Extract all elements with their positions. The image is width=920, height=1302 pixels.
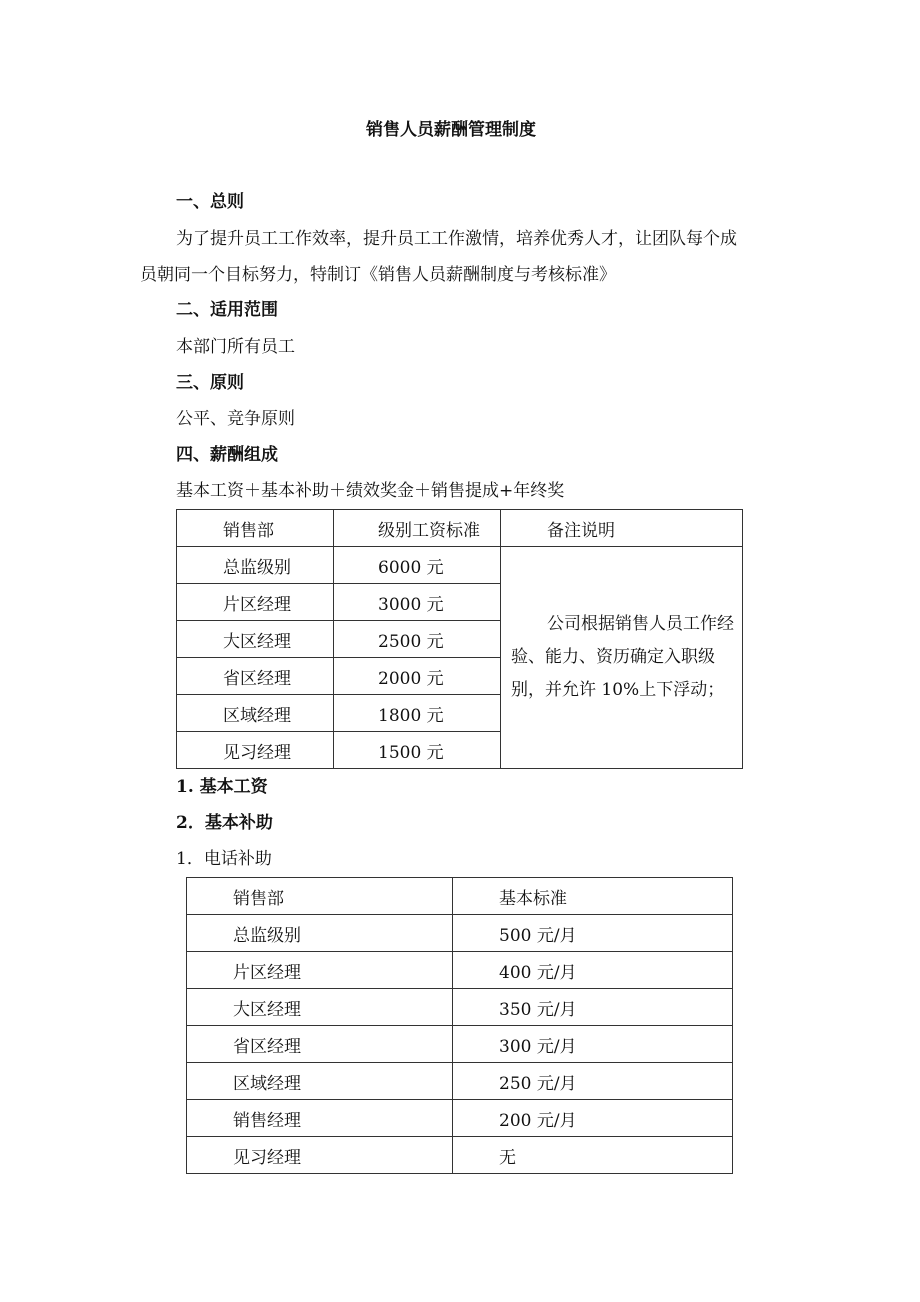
- level-cell: 区域经理: [177, 695, 334, 732]
- amount-cell: 350 元/月: [453, 989, 733, 1026]
- level-cell: 销售经理: [187, 1100, 453, 1137]
- header-cell: 基本标准: [453, 878, 733, 915]
- document-title: 销售人员薪酬管理制度: [366, 120, 536, 140]
- level-cell: 区域经理: [187, 1063, 453, 1100]
- principle-text: 公平、竞争原则: [176, 409, 295, 429]
- header-cell: 备注说明: [501, 510, 743, 547]
- salary-level-table: [176, 509, 743, 769]
- header-cell: 销售部: [177, 510, 334, 547]
- general-paragraph-line1: 为了提升员工工作效率，提升员工工作激情，培养优秀人才，让团队每个成: [176, 229, 737, 249]
- phone-allowance-table: [186, 877, 733, 1174]
- table-row: [187, 915, 733, 952]
- amount-cell: 500 元/月: [453, 915, 733, 952]
- level-cell: 片区经理: [187, 952, 453, 989]
- level-cell: 总监级别: [187, 915, 453, 952]
- section-heading-principle: 三、原则: [176, 373, 244, 393]
- amount-cell: 250 元/月: [453, 1063, 733, 1100]
- table-header-row: [187, 878, 733, 915]
- table-row: [187, 952, 733, 989]
- amount-cell: 无: [453, 1137, 733, 1174]
- header-cell: 销售部: [187, 878, 453, 915]
- subsection-basic-allowance: 2．基本补助: [176, 813, 273, 833]
- table-row: [187, 989, 733, 1026]
- salary-cell: 3000 元: [334, 584, 501, 621]
- table-row: [187, 1100, 733, 1137]
- table-row: [187, 1026, 733, 1063]
- level-cell: 省区经理: [187, 1026, 453, 1063]
- table-row: [177, 547, 743, 584]
- level-cell: 省区经理: [177, 658, 334, 695]
- salary-cell: 2500 元: [334, 621, 501, 658]
- table-row: [187, 1137, 733, 1174]
- amount-cell: 400 元/月: [453, 952, 733, 989]
- level-cell: 见习经理: [177, 732, 334, 769]
- table-row: [187, 1063, 733, 1100]
- level-cell: 片区经理: [177, 584, 334, 621]
- level-cell: 见习经理: [187, 1137, 453, 1174]
- section-heading-general: 一、总则: [176, 192, 244, 212]
- section-heading-scope: 二、适用范围: [176, 300, 278, 320]
- section-heading-compensation: 四、薪酬组成: [176, 445, 278, 465]
- amount-cell: 200 元/月: [453, 1100, 733, 1137]
- salary-cell: 1800 元: [334, 695, 501, 732]
- subsection-phone-allowance: 1．电话补助: [176, 849, 272, 869]
- salary-cell: 6000 元: [334, 547, 501, 584]
- table-header-row: [177, 510, 743, 547]
- header-cell: 级别工资标准: [334, 510, 501, 547]
- note-cell: 公司根据销售人员工作经验、能力、资历确定入职级别，并允许 10%上下浮动；: [501, 547, 743, 769]
- level-cell: 大区经理: [177, 621, 334, 658]
- subsection-basic-salary: 1. 基本工资: [176, 777, 268, 797]
- level-cell: 总监级别: [177, 547, 334, 584]
- general-paragraph-line2: 员朝同一个目标努力，特制订《销售人员薪酬制度与考核标准》: [140, 265, 616, 285]
- level-cell: 大区经理: [187, 989, 453, 1026]
- salary-cell: 2000 元: [334, 658, 501, 695]
- compensation-text: 基本工资＋基本补助＋绩效奖金＋销售提成+年终奖: [176, 481, 565, 501]
- amount-cell: 300 元/月: [453, 1026, 733, 1063]
- scope-text: 本部门所有员工: [176, 337, 295, 357]
- salary-cell: 1500 元: [334, 732, 501, 769]
